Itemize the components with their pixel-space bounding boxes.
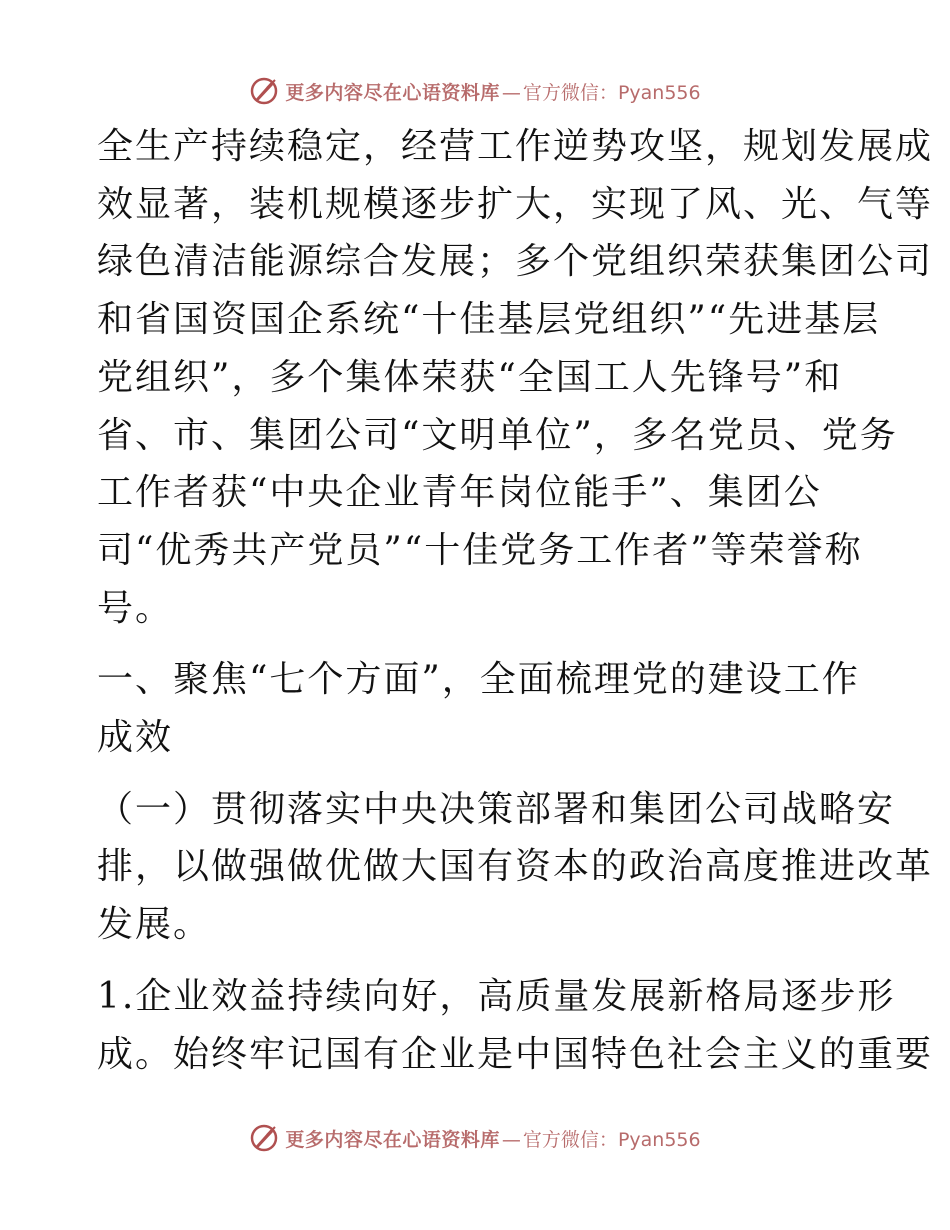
banner-text	[285, 78, 700, 105]
banner-wechat-id: Pyan556	[617, 81, 701, 104]
banner-site-label: 更多内容尽在心语资料库	[285, 1128, 500, 1151]
heading-line: 一、聚焦“七个方面”，全面梳理党的建设工作	[97, 659, 860, 701]
paragraph-achievements	[97, 118, 934, 637]
text-line: 绿色清洁能源综合发展；多个党组织荣获集团公司	[97, 241, 934, 283]
banner-wechat-label: 官方微信：	[522, 1128, 618, 1151]
subsection-heading-1	[97, 781, 934, 954]
heading-line: 成效	[97, 717, 174, 759]
text-line: 和省国资国企系统“十佳基层党组织”“先进基层	[97, 299, 881, 341]
text-line: 成。始终牢记国有企业是中国特色社会主义的重要	[97, 1033, 934, 1075]
header-banner	[0, 71, 950, 111]
heading-line: 发展。	[97, 904, 212, 946]
text-line: 司“优秀共产党员”“十佳党务工作者”等荣誉称	[97, 529, 863, 571]
section-heading-1	[97, 651, 860, 766]
banner-wechat-label: 官方微信：	[522, 81, 618, 104]
banner-wechat-id: Pyan556	[617, 1128, 701, 1151]
banner-text	[285, 1125, 700, 1152]
banner-dash: —	[501, 81, 521, 104]
footer-banner	[0, 1118, 950, 1158]
text-line: 号。	[97, 587, 174, 629]
text-line: 效显著，装机规模逐步扩大，实现了风、光、气等	[97, 183, 934, 225]
document-body	[97, 118, 934, 1083]
text-line: 工作者获“中央企业青年岗位能手”、集团公	[97, 472, 822, 514]
text-line: 党组织”，多个集体荣获“全国工人先锋号”和	[97, 356, 843, 398]
banner-site-label: 更多内容尽在心语资料库	[285, 81, 500, 104]
text-line: 全生产持续稳定，经营工作逆势攻坚，规划发展成	[97, 126, 934, 167]
text-line: 1.企业效益持续向好，高质量发展新格局逐步形	[97, 975, 896, 1017]
heading-line: （一）贯彻落实中央决策部署和集团公司战略安	[97, 788, 896, 830]
paragraph-item-1	[97, 968, 934, 1083]
banner-dash: —	[501, 1128, 521, 1151]
quill-logo-icon	[249, 1123, 279, 1153]
quill-logo-icon	[249, 76, 279, 106]
text-line: 省、市、集团公司“文明单位”，多名党员、党务	[97, 414, 898, 456]
heading-line: 排，以做强做优做大国有资本的政治高度推进改革	[97, 846, 934, 888]
